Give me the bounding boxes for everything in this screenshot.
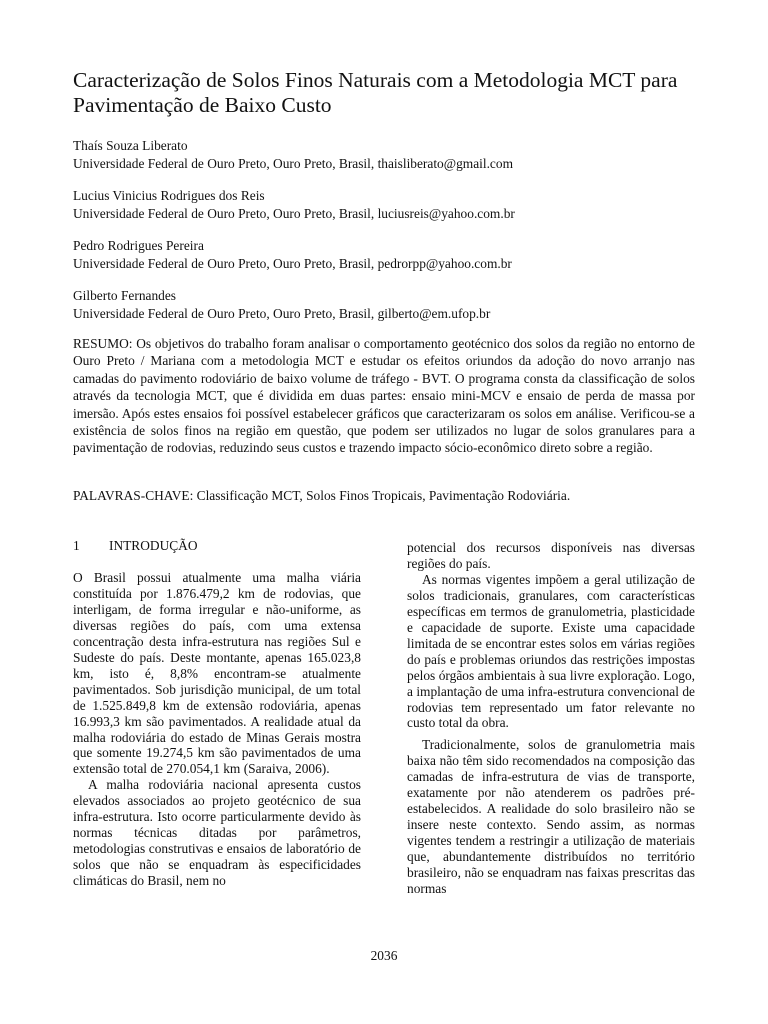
body-paragraph: O Brasil possui atualmente uma malha viária constituída por 1.876.479,2 km de rodovias, que interligam, de forma irregular e não-uniforme, as diversas regiões do país, com uma extensa concentração desta infra-estrutura nas regiões Sul e Sudeste do país. Deste montante, apenas 165.023,8 km, isto é, 8,8% encontram-se atualmente pavimentados. Sob jurisdição municipal, de um total de 1.525.849,8 km de extensão rodoviária, apenas 16.993,3 km são pavimentados. A realidade atual da malha rodoviária do estado de Minas Gerais mostra que somente 19.274,5 km são pavimentados de uma extensão total de 270.054,1 km (Saraiva, 2006). — [73, 570, 361, 777]
author-block-2 — [73, 187, 703, 222]
author-block-4 — [73, 287, 703, 322]
paper-title: Caracterização de Solos Finos Naturais com a Metodologia MCT para Pavimentação de Baixo Custo — [73, 68, 678, 117]
author-affiliation: Universidade Federal de Ouro Preto, Ouro Preto, Brasil, thaisliberato@gmail.com — [73, 155, 513, 171]
body-paragraph: Tradicionalmente, solos de granulometria mais baixa não têm sido recomendados na composição das camadas de infra-estrutura de vias de transporte, exatamente por não atenderem os padrões pré-estabelecidos. A realidade do solo brasileiro não se insere neste contexto. Sendo assim, as normas vigentes tendem a restringir a utilização de materiais que, abundantemente distribuídos no território brasileiro, não se enquadram nas faixas prescritas das normas — [407, 737, 695, 897]
body-paragraph: potencial dos recursos disponíveis nas diversas regiões do país. — [407, 540, 695, 571]
author-affiliation: Universidade Federal de Ouro Preto, Ouro Preto, Brasil, luciusreis@yahoo.com.br — [73, 205, 515, 221]
body-paragraph: A malha rodoviária nacional apresenta custos elevados associados ao projeto geotécnico de sua infra-estrutura. Isto ocorre particularmente devido às normas técnicas ditadas por parâmetros, metodologias construtivas e ensaios de laboratório de solos que não se enquadram às especificidades climáticas do Brasil, nem no — [73, 777, 361, 889]
abstract: RESUMO: Os objetivos do trabalho foram analisar o comportamento geotécnico dos solos da região no entorno de Ouro Preto / Mariana com a metodologia MCT e estudar os efeitos oriundos da adoção do novo arranjo nas camadas do pavimento rodoviário de baixo volume de tráfego - BVT. O programa consta da classificação de solos através da tecnologia MCT, que é dividida em duas partes: ensaio mini-MCV e ensaio de perda de massa por imersão. Após estes ensaios foi possível estabelecer gráficos que caracterizaram os solos em análise. Verificou-se a existência de solos finos na região em questão, que podem ser utilizados no lugar de solos granulares para a pavimentação de rodovias, reduzindo seus custos e trazendo impacto sócio-econômico direto sobre a região. — [73, 336, 695, 456]
right-column — [407, 540, 695, 897]
author-block-3 — [73, 237, 703, 272]
author-name: Gilberto Fernandes — [73, 288, 177, 303]
author-name: Thaís Souza Liberato — [73, 138, 188, 153]
section-title: INTRODUÇÃO — [109, 538, 198, 553]
left-column — [73, 538, 361, 889]
author-affiliation: Universidade Federal de Ouro Preto, Ouro Preto, Brasil, gilberto@em.ufop.br — [73, 305, 491, 321]
author-affiliation: Universidade Federal de Ouro Preto, Ouro Preto, Brasil, pedrorpp@yahoo.com.br — [73, 255, 512, 271]
page-number: 2036 — [370, 948, 398, 963]
author-name: Pedro Rodrigues Pereira — [73, 238, 204, 253]
section-number: 1 — [73, 538, 80, 553]
section-heading — [73, 538, 361, 554]
author-block-1 — [73, 137, 703, 172]
keywords: PALAVRAS-CHAVE: Classificação MCT, Solos Finos Tropicais, Pavimentação Rodoviária. — [73, 488, 571, 503]
body-paragraph: As normas vigentes impõem a geral utilização de solos tradicionais, granulares, com características específicas em termos de granulometria, plasticidade e capacidade de suporte. Existe uma capacidade limitada de se encontrar estes solos em várias regiões do país e problemas oriundos das restrições impostas pelos órgãos ambientais à sua livre exploração. Logo, a implantação de uma infra-estrutura convencional de rodovias tem representado um fator relevante no custo total da obra. — [407, 571, 695, 731]
author-name: Lucius Vinicius Rodrigues dos Reis — [73, 188, 265, 203]
